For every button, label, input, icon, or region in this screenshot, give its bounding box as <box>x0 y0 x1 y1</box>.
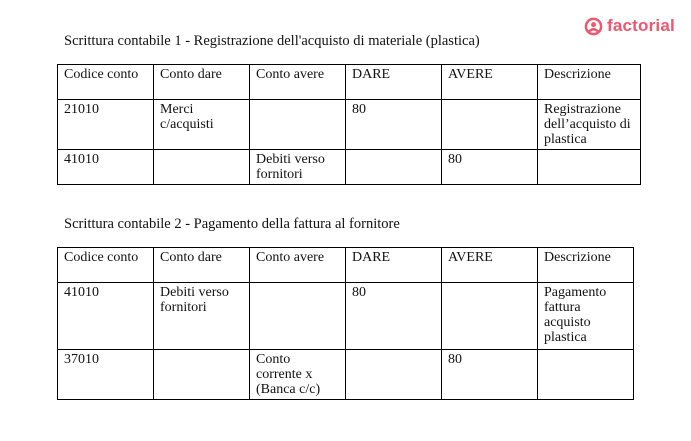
table-row <box>58 100 641 150</box>
header-cell: DARE <box>346 65 442 100</box>
table-cell: 37010 <box>58 350 154 400</box>
header-cell: Descrizione <box>538 65 641 100</box>
table-row <box>58 350 634 400</box>
table-cell <box>442 100 538 150</box>
header-cell: Codice conto <box>58 248 154 283</box>
table-cell <box>538 150 641 185</box>
header-cell: AVERE <box>442 248 538 283</box>
table-cell: 41010 <box>58 283 154 350</box>
table-cell <box>250 100 346 150</box>
table-cell: 80 <box>346 100 442 150</box>
header-cell: AVERE <box>442 65 538 100</box>
header-cell: Conto avere <box>250 248 346 283</box>
header-cell: Descrizione <box>538 248 634 283</box>
brand-logo <box>584 16 675 36</box>
factorial-logo-icon <box>584 17 603 36</box>
table-cell <box>346 150 442 185</box>
table-cell <box>250 283 346 350</box>
header-cell: DARE <box>346 248 442 283</box>
section-title-1: Scrittura contabile 1 - Registrazione dell'acquisto di materiale (plastica) <box>64 33 480 49</box>
table-cell: 80 <box>346 283 442 350</box>
brand-name: factorial <box>607 16 675 35</box>
table-cell: 80 <box>442 150 538 185</box>
table-row <box>58 150 641 185</box>
header-cell: Conto avere <box>250 65 346 100</box>
journal-entry-table-2 <box>57 247 634 400</box>
table-cell <box>442 283 538 350</box>
table-cell <box>154 150 250 185</box>
table-cell: Merci c/acquisti <box>154 100 250 150</box>
section-title-2: Scrittura contabile 2 - Pagamento della fattura al fornitore <box>64 216 400 232</box>
table-header-row <box>58 248 634 283</box>
table-cell: Debiti verso fornitori <box>250 150 346 185</box>
table-cell <box>538 350 634 400</box>
table-cell: Conto corrente x (Banca c/c) <box>250 350 346 400</box>
header-cell: Conto dare <box>154 248 250 283</box>
table-header-row <box>58 65 641 100</box>
table-cell: 21010 <box>58 100 154 150</box>
table-cell <box>346 350 442 400</box>
header-cell: Codice conto <box>58 65 154 100</box>
table-cell: Pagamento fattura acquisto plastica <box>538 283 634 350</box>
header-cell: Conto dare <box>154 65 250 100</box>
table-cell: Registrazione dell’acquisto di plastica <box>538 100 641 150</box>
table-cell: 80 <box>442 350 538 400</box>
table-cell: 41010 <box>58 150 154 185</box>
table-cell <box>154 350 250 400</box>
journal-entry-table-1 <box>57 64 641 185</box>
table-cell: Debiti verso fornitori <box>154 283 250 350</box>
table-row <box>58 283 634 350</box>
